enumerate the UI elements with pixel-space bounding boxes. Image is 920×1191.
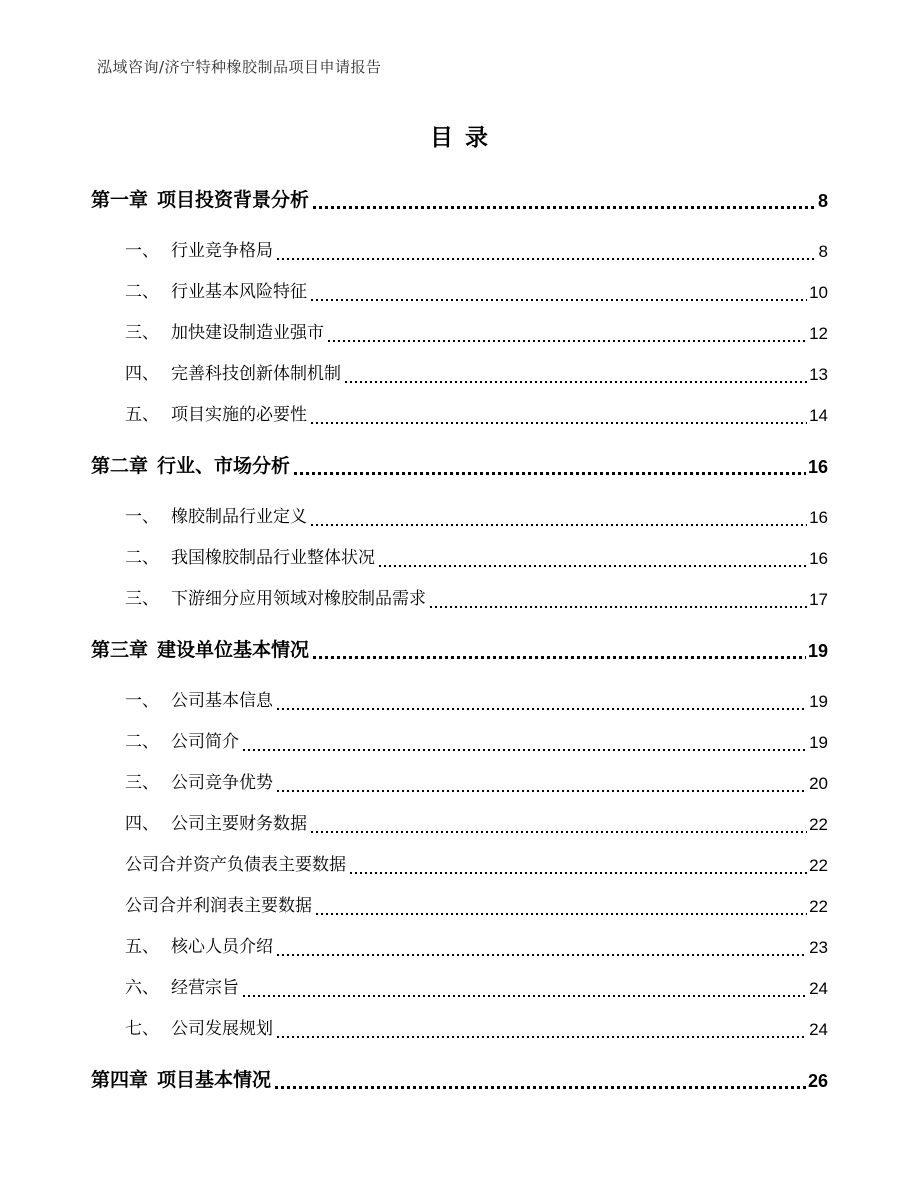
toc-entry-number: 三、 (125, 323, 159, 343)
dotted-leader (294, 472, 806, 475)
toc-entry-label: 我国橡胶制品行业整体状况 (171, 548, 375, 568)
toc-row-item[interactable] (125, 313, 828, 354)
toc-page-number: 22 (809, 815, 828, 834)
dotted-leader (311, 422, 807, 424)
toc-page-number: 19 (809, 733, 828, 752)
toc-row-item[interactable] (125, 804, 828, 845)
toc-entry-number: 四、 (125, 814, 159, 834)
toc-page-number: 26 (807, 1070, 828, 1091)
toc-row-item[interactable] (125, 354, 828, 395)
toc-entry-label: 公司主要财务数据 (171, 814, 307, 834)
toc-entry-label: 公司简介 (171, 732, 239, 752)
toc-page-number: 17 (809, 590, 828, 609)
toc-title: 目 录 (429, 125, 490, 151)
toc-row-item[interactable] (125, 395, 828, 436)
dotted-leader (277, 708, 807, 710)
toc-entry-label: 橡胶制品行业定义 (171, 507, 307, 527)
toc-page-number: 12 (809, 324, 828, 343)
toc-row-chapter[interactable] (91, 180, 828, 221)
toc-row-chapter[interactable] (91, 446, 828, 487)
toc-page-number: 22 (809, 897, 828, 916)
toc-entry-number: 五、 (125, 937, 159, 957)
dotted-leader (311, 831, 807, 833)
toc-entry-label: 公司发展规划 (171, 1019, 273, 1039)
toc-row-item[interactable] (125, 845, 828, 886)
dotted-leader (277, 1036, 807, 1038)
toc-entry-label: 行业竞争格局 (171, 241, 273, 261)
toc-entry-number: 一、 (125, 507, 159, 527)
toc-row-item[interactable] (125, 968, 828, 1009)
toc-entry-number: 第三章 (91, 639, 149, 661)
toc-row-item[interactable] (125, 231, 828, 272)
toc-page-number: 19 (809, 692, 828, 711)
toc-entry-number: 七、 (125, 1019, 159, 1039)
dotted-leader (316, 913, 807, 915)
toc-entry-label: 下游细分应用领域对橡胶制品需求 (171, 589, 426, 609)
toc-page-number: 20 (809, 774, 828, 793)
toc-page-number: 10 (809, 283, 828, 302)
toc-entry-number: 五、 (125, 405, 159, 425)
toc-page-number: 8 (818, 242, 828, 261)
toc-entry-number: 三、 (125, 773, 159, 793)
toc-page-number: 22 (809, 856, 828, 875)
dotted-leader (277, 954, 807, 956)
toc-entry-number: 二、 (125, 732, 159, 752)
toc-entry-label: 完善科技创新体制机制 (171, 364, 341, 384)
table-of-contents (0, 170, 920, 1111)
toc-entry-label: 行业、市场分析 (157, 455, 291, 477)
toc-row-item[interactable] (125, 1009, 828, 1050)
toc-row-item[interactable] (125, 886, 828, 927)
toc-entry-label: 加快建设制造业强市 (171, 323, 324, 343)
dotted-leader (328, 340, 807, 342)
toc-entry-number: 第一章 (91, 189, 149, 211)
toc-entry-number: 第二章 (91, 455, 149, 477)
toc-row-item[interactable] (125, 681, 828, 722)
dotted-leader (430, 606, 807, 608)
toc-page-number: 24 (809, 979, 828, 998)
toc-entry-number: 二、 (125, 282, 159, 302)
toc-row-item[interactable] (125, 927, 828, 968)
toc-entry-label: 项目投资背景分析 (157, 189, 310, 211)
dotted-leader (313, 656, 806, 659)
toc-row-chapter[interactable] (91, 1060, 828, 1101)
toc-entry-label: 项目基本情况 (157, 1069, 272, 1091)
toc-entry-number: 六、 (125, 978, 159, 998)
toc-entry-number: 一、 (125, 241, 159, 261)
toc-entry-label: 经营宗旨 (171, 978, 239, 998)
toc-row-item[interactable] (125, 538, 828, 579)
toc-page-number: 13 (809, 365, 828, 384)
dotted-leader (350, 872, 807, 874)
toc-row-item[interactable] (125, 272, 828, 313)
toc-row-chapter[interactable] (91, 630, 828, 671)
toc-entry-label: 项目实施的必要性 (171, 405, 307, 425)
toc-page-number: 16 (809, 549, 828, 568)
toc-entry-number: 二、 (125, 548, 159, 568)
toc-entry-label: 公司合并资产负债表主要数据 (125, 855, 346, 875)
toc-page-number: 16 (807, 456, 828, 477)
dotted-leader (313, 206, 816, 209)
dotted-leader (243, 995, 807, 997)
dotted-leader (275, 1086, 806, 1089)
dotted-leader (311, 524, 807, 526)
toc-row-item[interactable] (125, 722, 828, 763)
dotted-leader (277, 790, 807, 792)
toc-page-number: 8 (817, 190, 828, 211)
toc-entry-number: 一、 (125, 691, 159, 711)
toc-entry-label: 公司合并利润表主要数据 (125, 896, 312, 916)
dotted-leader (379, 565, 807, 567)
toc-entry-label: 建设单位基本情况 (157, 639, 310, 661)
toc-entry-number: 第四章 (91, 1069, 149, 1091)
dotted-leader (345, 381, 807, 383)
toc-page-number: 23 (809, 938, 828, 957)
toc-page-number: 24 (809, 1020, 828, 1039)
toc-entry-label: 行业基本风险特征 (171, 282, 307, 302)
toc-row-item[interactable] (125, 763, 828, 804)
dotted-leader (277, 258, 817, 260)
toc-page-number: 16 (809, 508, 828, 527)
toc-page-number: 19 (807, 640, 828, 661)
toc-row-item[interactable] (125, 579, 828, 620)
toc-entry-label: 公司竞争优势 (171, 773, 273, 793)
document-header: 泓域咨询/济宁特种橡胶制品项目申请报告 (97, 58, 382, 76)
toc-entry-label: 核心人员介绍 (171, 937, 273, 957)
dotted-leader (311, 299, 807, 301)
dotted-leader (243, 749, 807, 751)
toc-entry-number: 三、 (125, 589, 159, 609)
toc-entry-number: 四、 (125, 364, 159, 384)
toc-row-item[interactable] (125, 497, 828, 538)
toc-page-number: 14 (809, 406, 828, 425)
toc-entry-label: 公司基本信息 (171, 691, 273, 711)
